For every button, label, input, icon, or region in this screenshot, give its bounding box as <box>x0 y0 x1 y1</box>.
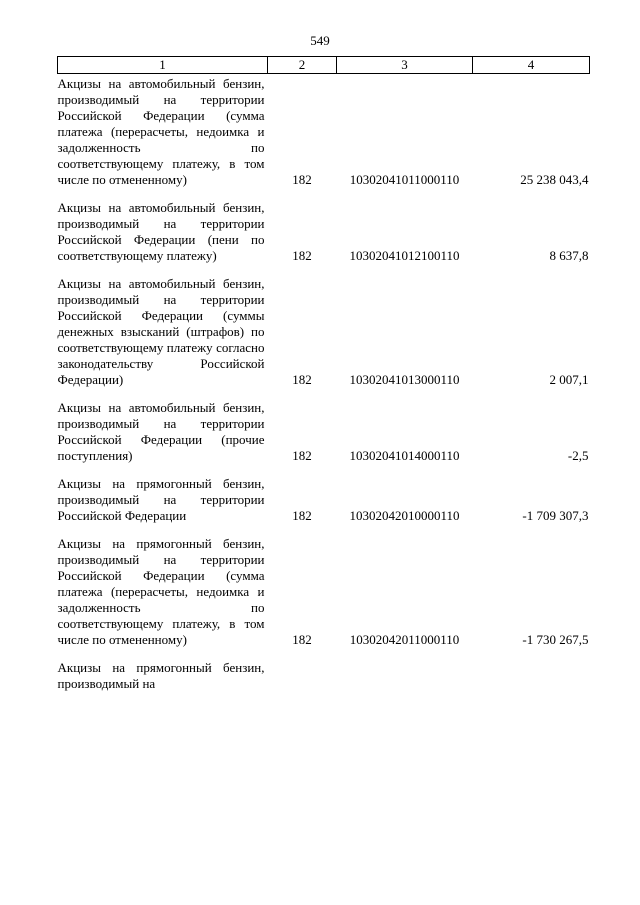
row-admin-code <box>268 648 337 692</box>
table-row <box>58 648 590 692</box>
column-header-name: 1 <box>58 57 268 74</box>
table-row <box>58 188 590 264</box>
row-amount: -1 709 307,3 <box>522 508 589 523</box>
row-name: Акцизы на прямогонный бензин, производимый на территории Российской Федерации (сумма платежа (перерасчеты, недоимка и задолженность по соответствующему платежу, в том числе по отмененному) <box>57 536 265 647</box>
column-header-kbk: 3 <box>337 57 473 74</box>
row-admin-code: 182 <box>292 448 312 463</box>
row-name: Акцизы на прямогонный бензин, производимый на территории Российской Федерации <box>57 476 265 523</box>
row-kbk: 10302042010000110 <box>349 508 460 523</box>
table-row <box>58 74 590 189</box>
row-amount <box>473 648 590 692</box>
row-name: Акцизы на автомобильный бензин, производимый на территории Российской Федерации (сумма платежа (перерасчеты, недоимка и задолженность по соответствующему платежу, в том числе по отмененному) <box>57 76 265 187</box>
row-amount: 25 238 043,4 <box>520 172 589 187</box>
table-row <box>58 464 590 524</box>
row-kbk: 10302041011000110 <box>349 172 460 187</box>
row-admin-code: 182 <box>292 172 312 187</box>
row-kbk: 10302041014000110 <box>349 448 460 463</box>
row-kbk: 10302041013000110 <box>349 372 460 387</box>
table-row <box>58 264 590 388</box>
column-header-amount: 4 <box>473 57 590 74</box>
row-admin-code: 182 <box>292 372 312 387</box>
row-kbk: 10302041012100110 <box>349 248 460 263</box>
row-admin-code: 182 <box>292 632 312 647</box>
row-name: Акцизы на прямогонный бензин, производимый на <box>57 660 265 691</box>
table-row <box>58 388 590 464</box>
row-amount: -2,5 <box>567 448 589 463</box>
row-name: Акцизы на автомобильный бензин, производимый на территории Российской Федерации (пени по соответствующему платежу) <box>57 200 265 263</box>
budget-revenue-table <box>57 56 590 692</box>
row-admin-code: 182 <box>292 248 312 263</box>
table-header-row <box>58 57 590 74</box>
column-header-admin-code: 2 <box>268 57 337 74</box>
row-admin-code: 182 <box>292 508 312 523</box>
table-row <box>58 524 590 648</box>
row-name: Акцизы на автомобильный бензин, производимый на территории Российской Федерации (суммы денежных взысканий (штрафов) по соответствующему платежу согласно законодательству Российской Федерации) <box>57 276 265 387</box>
row-amount: 8 637,8 <box>549 248 589 263</box>
row-kbk <box>337 648 473 692</box>
page-number: 549 <box>310 33 330 48</box>
row-kbk: 10302042011000110 <box>349 632 460 647</box>
row-amount: -1 730 267,5 <box>522 632 589 647</box>
row-name: Акцизы на автомобильный бензин, производимый на территории Российской Федерации (прочие поступления) <box>57 400 265 463</box>
row-amount: 2 007,1 <box>549 372 589 387</box>
